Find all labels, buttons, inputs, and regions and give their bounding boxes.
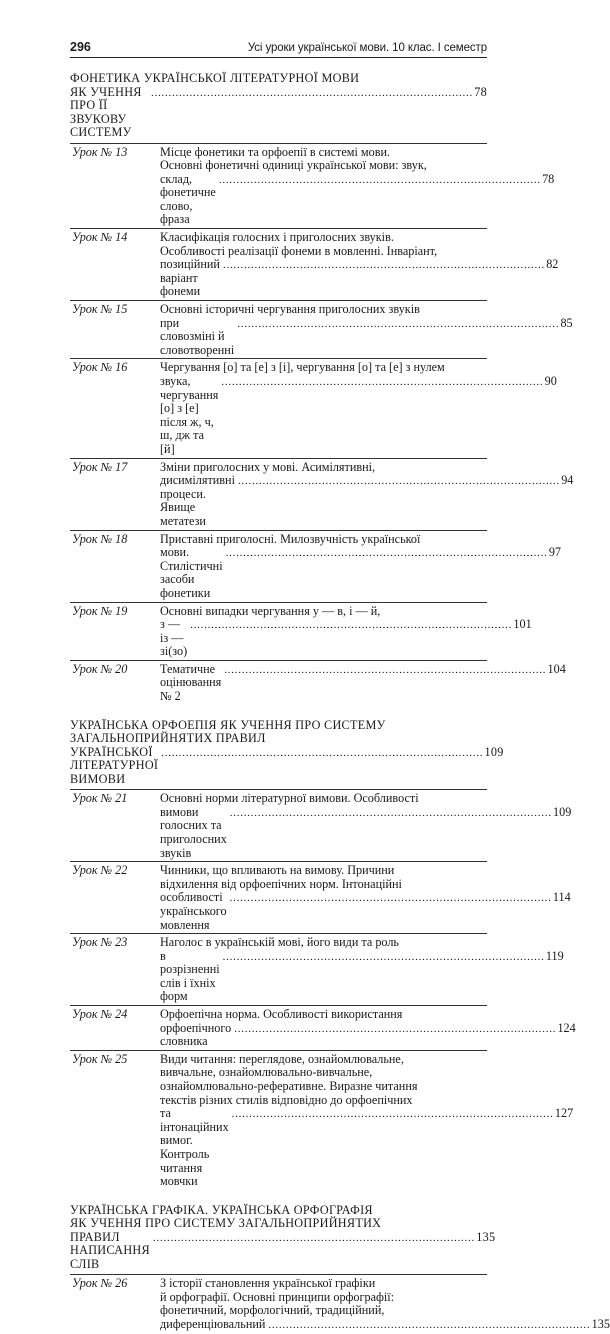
section-title — [70, 1202, 496, 1272]
lesson-title-line — [160, 317, 573, 358]
lesson-number: Урок № 13 — [72, 144, 128, 159]
dot-leader — [221, 376, 541, 390]
toc-page — [70, 40, 610, 1334]
section-title-line: УКРАЇНСЬКА ГРАФІКА. УКРАЇНСЬКА ОРФОГРАФІЯ — [70, 1202, 373, 1217]
lesson-title — [160, 663, 566, 704]
lesson-row — [70, 229, 559, 301]
lesson-title-line — [160, 806, 571, 860]
lesson-title — [160, 1008, 576, 1049]
lesson-title-line: Місце фонетики та орфоепії в системі мови. — [160, 144, 391, 159]
lesson-title-line — [160, 618, 532, 659]
lesson-title-text: Тематичне оцінювання № 2 — [160, 661, 222, 704]
lesson-title-line: відхилення від орфоепічних норм. Інтонаційні — [160, 876, 402, 891]
lesson-title-text: та інтонаційних вимог. Контроль читання мовчки — [160, 1106, 229, 1189]
lesson-title-text: позиційний варіант фонеми — [160, 257, 220, 299]
lesson-title-text: склад, фонетичне слово, фраза — [160, 171, 216, 227]
lesson-title — [160, 146, 554, 228]
dot-leader — [232, 1108, 552, 1122]
lesson-row — [70, 1051, 574, 1190]
section-title-line: ЗАГАЛЬНОПРИЙНЯТИХ ПРАВИЛ — [70, 731, 266, 746]
lesson-page-number: 101 — [513, 617, 532, 632]
lesson-title-line — [160, 474, 573, 528]
dot-leader — [153, 1232, 473, 1246]
lesson-page-number: 94 — [561, 473, 574, 488]
lesson-page-number: 85 — [560, 315, 573, 330]
lesson-title-line: Види читання: переглядове, ознайомлювальне, — [160, 1051, 404, 1066]
lesson-title-line — [160, 1022, 576, 1049]
lesson-title — [160, 792, 571, 860]
lesson-title-line: Орфоепічна норма. Особливості використання — [160, 1007, 403, 1022]
dot-leader — [223, 259, 543, 273]
lesson-title-line — [160, 1318, 610, 1333]
lesson-title-line: Зміни приголосних у мові. Асимілятивні, — [160, 459, 376, 474]
lesson-title-line: Наголос в українській мові, його види та роль — [160, 935, 399, 950]
page-number: 296 — [70, 40, 91, 54]
section-title-line: ЯК УЧЕННЯ ПРО СИСТЕМУ ЗАГАЛЬНОПРИЙНЯТИХ — [70, 1216, 382, 1231]
section-title-line: ФОНЕТИКА УКРАЇНСЬКОЇ ЛІТЕРАТУРНОЇ МОВИ — [70, 71, 360, 85]
section-title-line: УКРАЇНСЬКА ОРФОЕПІЯ ЯК УЧЕННЯ ПРО СИСТЕМУ — [70, 717, 386, 732]
section-title — [70, 72, 487, 140]
dot-leader — [226, 547, 546, 561]
lesson-row — [70, 661, 566, 705]
lesson-title-line — [160, 258, 558, 299]
section-title-line — [70, 1229, 496, 1272]
lesson-title-line: Класифікація голосних і приголосних звуків. — [160, 230, 394, 245]
toc-section — [70, 717, 576, 1190]
lesson-page-number: 127 — [554, 1106, 574, 1121]
lesson-title-line: З історії становлення української графіки — [160, 1276, 376, 1291]
lesson-row — [70, 603, 532, 661]
lesson-title-line — [160, 891, 571, 932]
lesson-number: Урок № 23 — [72, 935, 128, 950]
running-title: Усі уроки української мови. 10 клас. I семестр — [247, 42, 487, 54]
lesson-title — [160, 303, 573, 357]
lesson-number: Урок № 17 — [72, 459, 128, 474]
lesson-title — [160, 533, 561, 601]
lesson-page-number: 78 — [542, 171, 555, 186]
lesson-title-line: Чергування [о] та [е] з [і], чергування [о] та [е] з нулем — [160, 360, 445, 375]
lesson-row — [70, 1006, 576, 1051]
lesson-title — [160, 461, 573, 529]
lesson-list — [70, 789, 576, 1190]
lesson-page-number: 114 — [552, 890, 571, 905]
section-title-text: УКРАЇНСЬКОЇ ЛІТЕРАТУРНОЇ ВИМОВИ — [70, 744, 159, 786]
lesson-page-number: 90 — [544, 374, 557, 388]
lesson-title-line — [160, 663, 566, 704]
lesson-title-line — [160, 375, 557, 457]
lesson-title-text: в розрізненні слів і їхніх форм — [160, 948, 220, 1004]
dot-leader — [238, 475, 558, 489]
dot-leader — [268, 1319, 588, 1333]
dot-leader — [151, 87, 471, 101]
lesson-page-number: 119 — [545, 948, 564, 963]
lesson-title — [160, 1053, 573, 1189]
lesson-page-number: 97 — [548, 545, 562, 560]
lesson-list — [70, 143, 574, 705]
dot-leader — [219, 174, 539, 188]
lesson-title-line — [160, 173, 554, 227]
lesson-title-line: й орфографії. Основні принципи орфографії: — [160, 1289, 395, 1304]
section-page-number: 109 — [484, 744, 504, 759]
lesson-number: Урок № 16 — [72, 360, 128, 375]
lesson-title-line — [160, 1107, 573, 1189]
lesson-title — [160, 1277, 610, 1332]
lesson-number: Урок № 24 — [72, 1007, 128, 1022]
lesson-title-line: Основні випадки чергування у — в, і — й, — [160, 603, 381, 618]
lesson-title-text: звука, чергування [о] з [е] після ж, ч, ш, дж та [й] — [160, 374, 219, 456]
dot-leader — [224, 664, 544, 678]
lesson-title-line — [160, 950, 564, 1004]
section-page-number: 135 — [476, 1229, 496, 1244]
lesson-title-text: при словозміні й словотворенні — [160, 315, 235, 357]
lesson-list — [70, 1274, 610, 1333]
lesson-row — [70, 862, 571, 934]
dot-leader — [234, 1023, 554, 1037]
lesson-title-text: орфоепічного словника — [160, 1020, 232, 1049]
lesson-number: Урок № 21 — [72, 791, 128, 806]
lesson-page-number: 124 — [557, 1020, 576, 1035]
section-title-line — [70, 86, 487, 140]
lesson-title-line: фонетичний, морфологічний, традиційний, — [160, 1303, 385, 1318]
lesson-title-text: особливості українського мовлення — [160, 890, 227, 932]
lesson-title — [160, 605, 532, 659]
lesson-row — [70, 459, 574, 531]
lesson-title-text: вимови голосних та приголосних звуків — [160, 804, 227, 860]
lesson-title-line: Основні фонетичні одиниці української мови: звук, — [160, 158, 427, 173]
lesson-number: Урок № 22 — [72, 863, 128, 878]
lesson-number: Урок № 18 — [72, 531, 128, 546]
dot-leader — [161, 747, 481, 761]
dot-leader — [190, 619, 510, 633]
lesson-row — [70, 531, 562, 603]
lesson-number: Урок № 14 — [72, 230, 128, 245]
section-page-number: 78 — [474, 84, 487, 99]
section-title-text: ЯК УЧЕННЯ ПРО ЇЇ ЗВУКОВУ СИСТЕМУ — [70, 84, 142, 139]
lesson-title — [160, 361, 557, 456]
lesson-title-line: Особливості реалізації фонеми в мовленні. Інваріант, — [160, 243, 438, 258]
lesson-row — [70, 144, 555, 230]
lesson-number: Урок № 19 — [72, 603, 128, 618]
lesson-title-line: Основні історичні чергування приголосних звуків — [160, 302, 420, 317]
lesson-title-line: Чинники, що впливають на вимову. Причини — [160, 863, 395, 878]
lesson-page-number: 104 — [547, 661, 566, 676]
lesson-title-line: текстів різних стилів відповідно до орфоепічних — [160, 1092, 413, 1107]
dot-leader — [223, 951, 543, 965]
section-title-text: ПРАВИЛ НАПИСАННЯ СЛІВ — [70, 1229, 150, 1271]
lesson-title-line: вивчальне, ознайомлювально-вивчальне, — [160, 1065, 373, 1080]
lesson-number: Урок № 15 — [72, 302, 128, 317]
dot-leader — [230, 807, 550, 821]
lesson-title-line: Основні норми літературної вимови. Особливості — [160, 791, 419, 806]
lesson-title-line — [160, 546, 561, 600]
lesson-title — [160, 864, 571, 932]
lesson-page-number: 109 — [553, 804, 572, 819]
page-header — [70, 40, 487, 58]
lesson-number: Урок № 20 — [72, 661, 128, 676]
lesson-title-line: ознайомлювально-реферативне. Виразне читання — [160, 1079, 418, 1094]
lesson-title-line: Приставні приголосні. Милозвучність української — [160, 531, 421, 546]
lesson-row — [70, 301, 573, 359]
dot-leader — [230, 892, 550, 906]
lesson-title — [160, 936, 564, 1004]
lesson-title-text: мови. Стилістичні засоби фонетики — [160, 545, 223, 600]
lesson-title — [160, 231, 558, 299]
section-title-line — [70, 744, 504, 787]
lesson-title-text: дисимілятивні процеси. Явище метатези — [160, 473, 235, 528]
lesson-page-number: 135 — [591, 1317, 610, 1332]
lesson-number: Урок № 25 — [72, 1051, 128, 1066]
lesson-row — [70, 934, 564, 1006]
dot-leader — [237, 318, 557, 332]
lesson-row — [70, 359, 557, 458]
lesson-number: Урок № 26 — [72, 1276, 128, 1291]
lesson-row — [70, 1275, 610, 1333]
lesson-row — [70, 790, 572, 862]
lesson-page-number: 82 — [546, 257, 559, 272]
table-of-contents — [70, 71, 610, 1334]
lesson-title-text: диференціювальний — [160, 1317, 266, 1332]
toc-section — [70, 1202, 610, 1334]
section-title — [70, 717, 504, 787]
toc-section — [70, 71, 574, 705]
lesson-title-text: з — із — зі(зо) — [160, 617, 188, 659]
